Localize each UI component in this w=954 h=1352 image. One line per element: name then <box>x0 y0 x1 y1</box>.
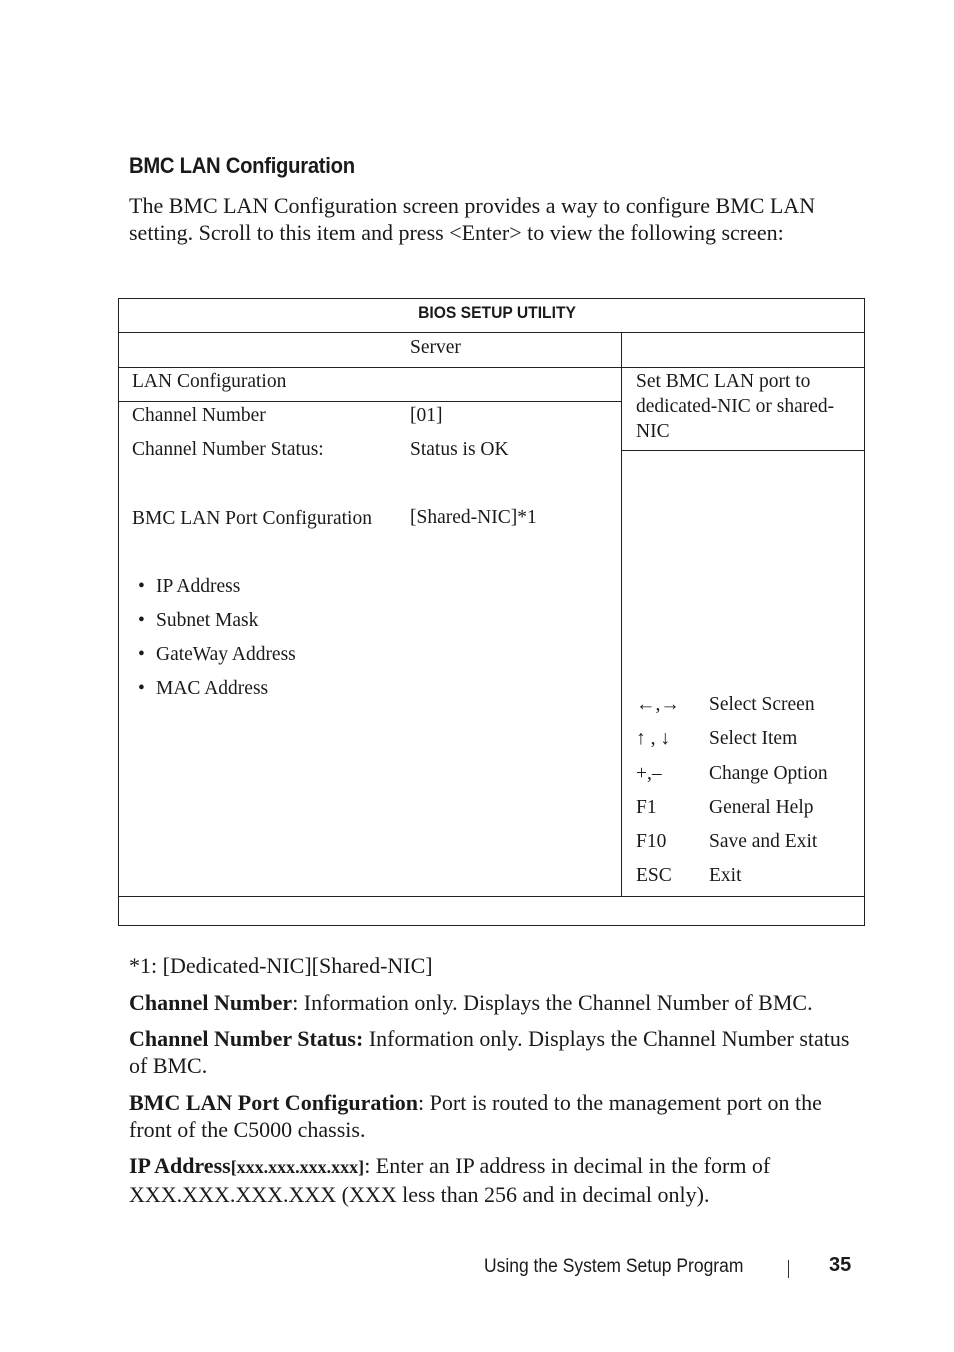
section-divider <box>118 401 622 402</box>
term-channel-status: Channel Number Status: <box>129 1026 364 1051</box>
key-action-change-option: Change Option <box>709 763 828 784</box>
key-esc: ESC <box>636 865 672 886</box>
channel-number-label: Channel Number <box>132 405 266 426</box>
section-heading: BMC LAN Configuration <box>129 153 355 178</box>
desc-port-config: : Port is routed to the management port on the front of the C5000 chassis. <box>129 1090 822 1142</box>
footnote: *1: [Dedicated-NIC][Shared-NIC] <box>129 953 433 978</box>
port-config-label[interactable]: BMC LAN Port Configuration <box>132 508 372 529</box>
ip-format: [xxx.xxx.xxx.xxx] <box>230 1157 365 1177</box>
submenu-mac-address[interactable]: • MAC Address <box>156 678 268 700</box>
section-label: LAN Configuration <box>132 371 287 392</box>
key-up-down: ↑ , ↓ <box>636 728 671 749</box>
intro-line-2: setting. Scroll to this item and press <Enter> to view the following screen: <box>129 220 784 245</box>
channel-status-label: Channel Number Status: <box>132 439 324 460</box>
channel-number-value: [01] <box>410 405 443 426</box>
tab-server[interactable]: Server <box>410 337 461 358</box>
key-plus-minus: +,– <box>636 763 662 784</box>
submenu-ip-address[interactable]: • IP Address <box>156 576 240 598</box>
bottom-divider <box>118 896 865 897</box>
column-divider <box>621 332 622 896</box>
term-channel-number: Channel Number <box>129 990 293 1015</box>
help-divider <box>622 450 865 451</box>
desc-channel-status: Information only. Displays the Channel Number status of BMC. <box>129 1026 850 1078</box>
key-action-general-help: General Help <box>709 797 814 818</box>
footer-chapter: Using the System Setup Program <box>484 1256 744 1277</box>
key-action-exit: Exit <box>709 865 742 886</box>
term-port-config: BMC LAN Port Configuration <box>129 1090 419 1115</box>
title-divider <box>118 332 865 333</box>
key-f1: F1 <box>636 797 657 818</box>
paragraph-port-config <box>129 1089 869 1143</box>
footer-separator <box>788 1260 789 1278</box>
desc-ip-address: : Enter an IP address in decimal in the form of XXX.XXX.XXX.XXX (XXX less than 256 and in decimal only). <box>129 1153 771 1207</box>
key-f10: F10 <box>636 831 667 852</box>
channel-status-value: Status is OK <box>410 439 509 460</box>
help-text-line-1: Set BMC LAN port to <box>636 371 811 392</box>
bios-title: BIOS SETUP UTILITY <box>418 303 576 322</box>
term-ip-address: IP Address <box>129 1153 231 1178</box>
page-number: 35 <box>829 1254 852 1276</box>
paragraph-channel-number <box>129 989 869 1016</box>
key-action-save-exit: Save and Exit <box>709 831 818 852</box>
tab-divider <box>118 367 865 368</box>
intro-paragraph <box>129 192 869 246</box>
key-left-right: ←,→ <box>636 694 680 715</box>
port-config-value[interactable]: [Shared-NIC]*1 <box>410 507 537 528</box>
intro-line-1: The BMC LAN Configuration screen provides a way to configure BMC LAN <box>129 193 816 218</box>
help-text-line-2: dedicated-NIC or shared- <box>636 396 835 417</box>
key-action-select-screen: Select Screen <box>709 694 815 715</box>
help-text-line-3: NIC <box>636 421 670 442</box>
key-action-select-item: Select Item <box>709 728 798 749</box>
desc-channel-number: : Information only. Displays the Channel Number of BMC. <box>292 990 813 1015</box>
submenu-subnet-mask[interactable]: • Subnet Mask <box>156 610 258 632</box>
paragraph-channel-status <box>129 1025 869 1079</box>
paragraph-ip-address <box>129 1152 869 1208</box>
submenu-gateway-address[interactable]: • GateWay Address <box>156 644 296 666</box>
